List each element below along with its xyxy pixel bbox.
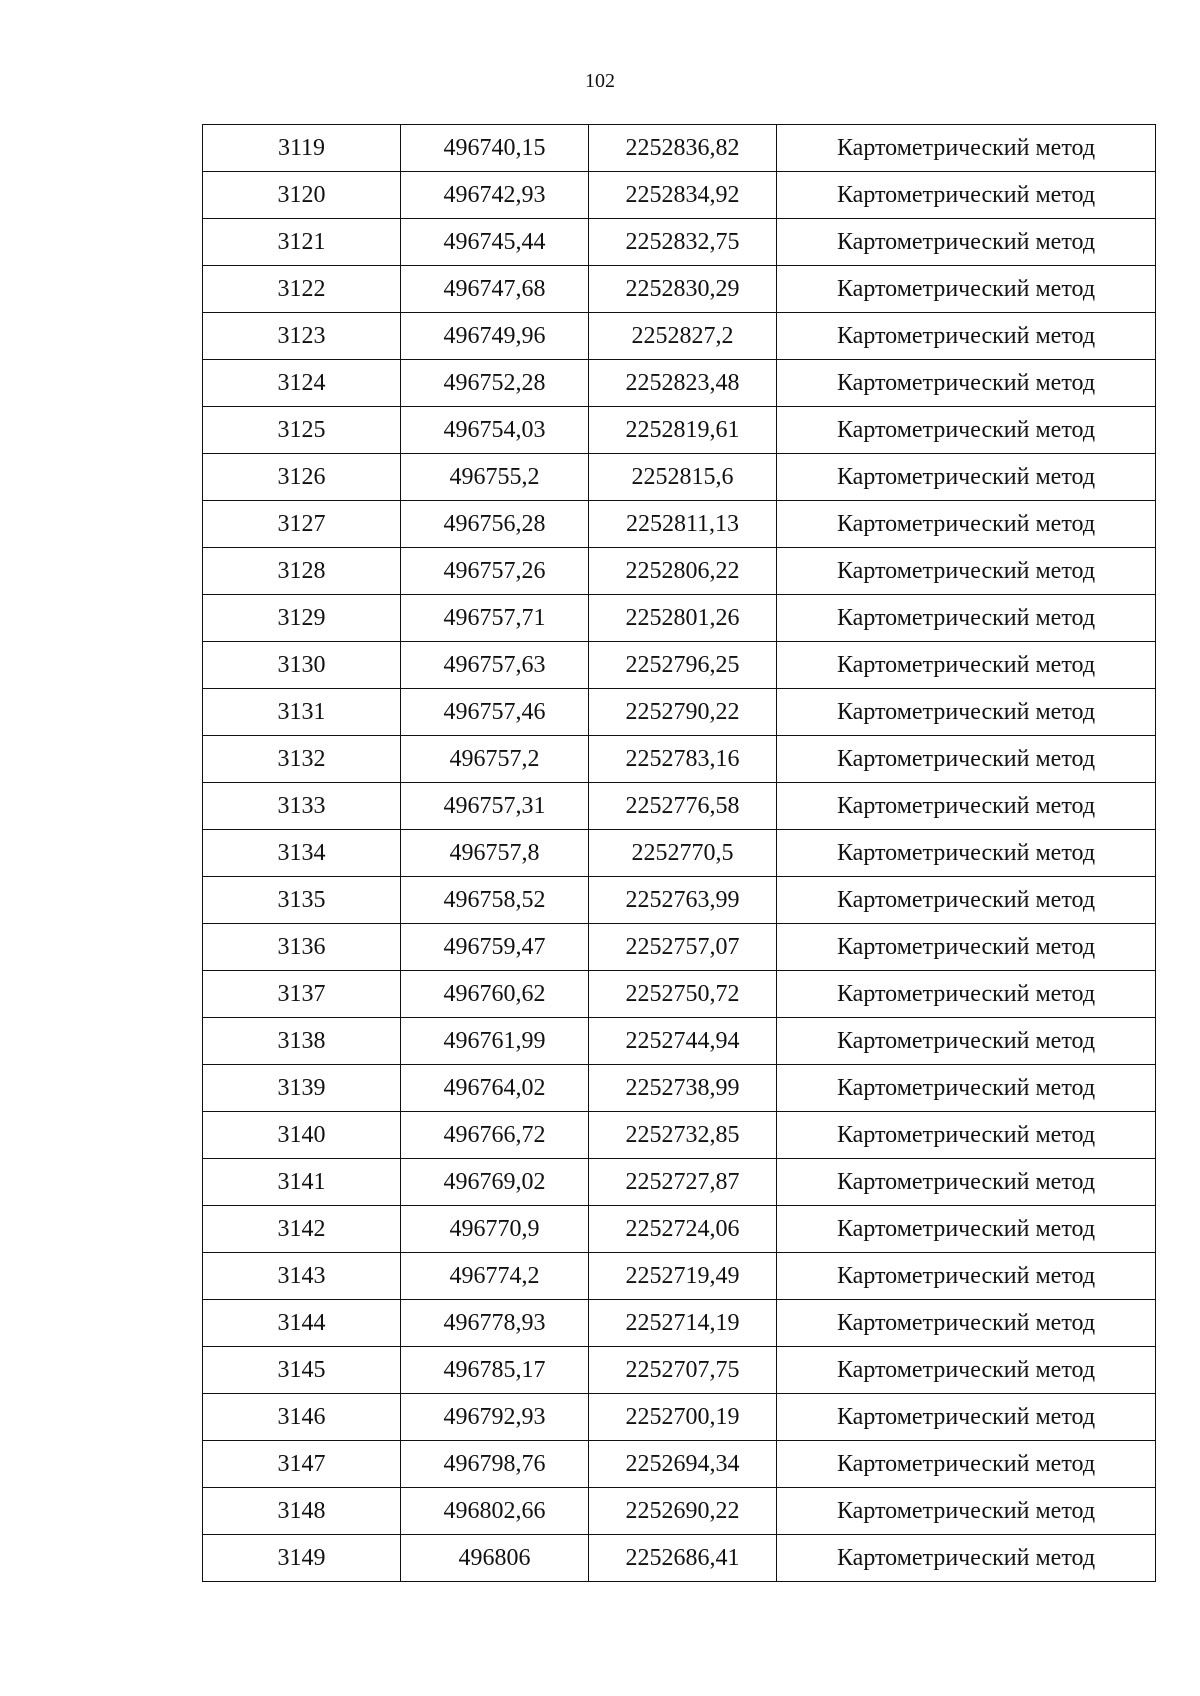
- table-row: [203, 1112, 1156, 1159]
- table-row: [203, 1018, 1156, 1065]
- x-coordinate-cell: 496759,47: [401, 924, 589, 971]
- table-row: [203, 877, 1156, 924]
- y-coordinate-cell: 2252832,75: [589, 219, 777, 266]
- point-number-cell: 3141: [203, 1159, 401, 1206]
- y-coordinate-cell: 2252796,25: [589, 642, 777, 689]
- table-row: [203, 1300, 1156, 1347]
- y-coordinate-cell: 2252836,82: [589, 125, 777, 172]
- method-cell: Картометрический метод: [777, 1347, 1156, 1394]
- x-coordinate-cell: 496747,68: [401, 266, 589, 313]
- method-cell: Картометрический метод: [777, 454, 1156, 501]
- y-coordinate-cell: 2252686,41: [589, 1535, 777, 1582]
- table-row: [203, 501, 1156, 548]
- x-coordinate-cell: 496752,28: [401, 360, 589, 407]
- x-coordinate-cell: 496766,72: [401, 1112, 589, 1159]
- point-number-cell: 3148: [203, 1488, 401, 1535]
- x-coordinate-cell: 496757,26: [401, 548, 589, 595]
- table-row: [203, 783, 1156, 830]
- coordinates-table: [202, 124, 1156, 1582]
- point-number-cell: 3140: [203, 1112, 401, 1159]
- x-coordinate-cell: 496757,71: [401, 595, 589, 642]
- point-number-cell: 3130: [203, 642, 401, 689]
- y-coordinate-cell: 2252776,58: [589, 783, 777, 830]
- coordinates-table-body: [203, 125, 1156, 1582]
- x-coordinate-cell: 496769,02: [401, 1159, 589, 1206]
- method-cell: Картометрический метод: [777, 548, 1156, 595]
- point-number-cell: 3138: [203, 1018, 401, 1065]
- y-coordinate-cell: 2252819,61: [589, 407, 777, 454]
- y-coordinate-cell: 2252811,13: [589, 501, 777, 548]
- method-cell: Картометрический метод: [777, 1394, 1156, 1441]
- point-number-cell: 3139: [203, 1065, 401, 1112]
- point-number-cell: 3144: [203, 1300, 401, 1347]
- point-number-cell: 3126: [203, 454, 401, 501]
- y-coordinate-cell: 2252694,34: [589, 1441, 777, 1488]
- x-coordinate-cell: 496745,44: [401, 219, 589, 266]
- method-cell: Картометрический метод: [777, 407, 1156, 454]
- point-number-cell: 3123: [203, 313, 401, 360]
- x-coordinate-cell: 496740,15: [401, 125, 589, 172]
- point-number-cell: 3134: [203, 830, 401, 877]
- x-coordinate-cell: 496792,93: [401, 1394, 589, 1441]
- method-cell: Картометрический метод: [777, 219, 1156, 266]
- table-row: [203, 1065, 1156, 1112]
- point-number-cell: 3132: [203, 736, 401, 783]
- x-coordinate-cell: 496774,2: [401, 1253, 589, 1300]
- y-coordinate-cell: 2252707,75: [589, 1347, 777, 1394]
- point-number-cell: 3147: [203, 1441, 401, 1488]
- y-coordinate-cell: 2252690,22: [589, 1488, 777, 1535]
- table-row: [203, 689, 1156, 736]
- x-coordinate-cell: 496798,76: [401, 1441, 589, 1488]
- point-number-cell: 3142: [203, 1206, 401, 1253]
- x-coordinate-cell: 496758,52: [401, 877, 589, 924]
- method-cell: Картометрический метод: [777, 1441, 1156, 1488]
- method-cell: Картометрический метод: [777, 266, 1156, 313]
- point-number-cell: 3125: [203, 407, 401, 454]
- table-row: [203, 1347, 1156, 1394]
- point-number-cell: 3133: [203, 783, 401, 830]
- x-coordinate-cell: 496749,96: [401, 313, 589, 360]
- y-coordinate-cell: 2252732,85: [589, 1112, 777, 1159]
- x-coordinate-cell: 496806: [401, 1535, 589, 1582]
- point-number-cell: 3129: [203, 595, 401, 642]
- table-row: [203, 595, 1156, 642]
- method-cell: Картометрический метод: [777, 1112, 1156, 1159]
- point-number-cell: 3124: [203, 360, 401, 407]
- method-cell: Картометрический метод: [777, 689, 1156, 736]
- table-row: [203, 219, 1156, 266]
- x-coordinate-cell: 496742,93: [401, 172, 589, 219]
- y-coordinate-cell: 2252757,07: [589, 924, 777, 971]
- point-number-cell: 3145: [203, 1347, 401, 1394]
- point-number-cell: 3135: [203, 877, 401, 924]
- y-coordinate-cell: 2252727,87: [589, 1159, 777, 1206]
- method-cell: Картометрический метод: [777, 313, 1156, 360]
- x-coordinate-cell: 496754,03: [401, 407, 589, 454]
- y-coordinate-cell: 2252783,16: [589, 736, 777, 783]
- method-cell: Картометрический метод: [777, 125, 1156, 172]
- table-row: [203, 642, 1156, 689]
- table-row: [203, 1535, 1156, 1582]
- method-cell: Картометрический метод: [777, 172, 1156, 219]
- table-row: [203, 313, 1156, 360]
- x-coordinate-cell: 496757,2: [401, 736, 589, 783]
- method-cell: Картометрический метод: [777, 1535, 1156, 1582]
- y-coordinate-cell: 2252738,99: [589, 1065, 777, 1112]
- y-coordinate-cell: 2252714,19: [589, 1300, 777, 1347]
- point-number-cell: 3146: [203, 1394, 401, 1441]
- x-coordinate-cell: 496757,8: [401, 830, 589, 877]
- y-coordinate-cell: 2252823,48: [589, 360, 777, 407]
- table-row: [203, 1488, 1156, 1535]
- method-cell: Картометрический метод: [777, 642, 1156, 689]
- method-cell: Картометрический метод: [777, 501, 1156, 548]
- method-cell: Картометрический метод: [777, 1488, 1156, 1535]
- method-cell: Картометрический метод: [777, 1159, 1156, 1206]
- y-coordinate-cell: 2252806,22: [589, 548, 777, 595]
- point-number-cell: 3127: [203, 501, 401, 548]
- table-row: [203, 1441, 1156, 1488]
- point-number-cell: 3128: [203, 548, 401, 595]
- table-row: [203, 454, 1156, 501]
- point-number-cell: 3149: [203, 1535, 401, 1582]
- point-number-cell: 3122: [203, 266, 401, 313]
- y-coordinate-cell: 2252830,29: [589, 266, 777, 313]
- x-coordinate-cell: 496770,9: [401, 1206, 589, 1253]
- y-coordinate-cell: 2252790,22: [589, 689, 777, 736]
- method-cell: Картометрический метод: [777, 595, 1156, 642]
- method-cell: Картометрический метод: [777, 877, 1156, 924]
- y-coordinate-cell: 2252763,99: [589, 877, 777, 924]
- page-number: 102: [585, 70, 615, 92]
- point-number-cell: 3131: [203, 689, 401, 736]
- x-coordinate-cell: 496757,46: [401, 689, 589, 736]
- table-row: [203, 360, 1156, 407]
- method-cell: Картометрический метод: [777, 924, 1156, 971]
- y-coordinate-cell: 2252801,26: [589, 595, 777, 642]
- y-coordinate-cell: 2252770,5: [589, 830, 777, 877]
- method-cell: Картометрический метод: [777, 1206, 1156, 1253]
- x-coordinate-cell: 496785,17: [401, 1347, 589, 1394]
- table-row: [203, 1206, 1156, 1253]
- point-number-cell: 3120: [203, 172, 401, 219]
- table-row: [203, 1253, 1156, 1300]
- method-cell: Картометрический метод: [777, 783, 1156, 830]
- table-row: [203, 125, 1156, 172]
- table-row: [203, 830, 1156, 877]
- y-coordinate-cell: 2252724,06: [589, 1206, 777, 1253]
- x-coordinate-cell: 496757,63: [401, 642, 589, 689]
- x-coordinate-cell: 496764,02: [401, 1065, 589, 1112]
- method-cell: Картометрический метод: [777, 1253, 1156, 1300]
- y-coordinate-cell: 2252815,6: [589, 454, 777, 501]
- x-coordinate-cell: 496802,66: [401, 1488, 589, 1535]
- point-number-cell: 3143: [203, 1253, 401, 1300]
- table-row: [203, 1394, 1156, 1441]
- table-row: [203, 924, 1156, 971]
- method-cell: Картометрический метод: [777, 736, 1156, 783]
- y-coordinate-cell: 2252744,94: [589, 1018, 777, 1065]
- table-row: [203, 266, 1156, 313]
- table-row: [203, 407, 1156, 454]
- y-coordinate-cell: 2252827,2: [589, 313, 777, 360]
- table-row: [203, 172, 1156, 219]
- table-row: [203, 548, 1156, 595]
- x-coordinate-cell: 496755,2: [401, 454, 589, 501]
- x-coordinate-cell: 496757,31: [401, 783, 589, 830]
- point-number-cell: 3136: [203, 924, 401, 971]
- method-cell: Картометрический метод: [777, 971, 1156, 1018]
- method-cell: Картометрический метод: [777, 1065, 1156, 1112]
- method-cell: Картометрический метод: [777, 1300, 1156, 1347]
- method-cell: Картометрический метод: [777, 830, 1156, 877]
- point-number-cell: 3137: [203, 971, 401, 1018]
- y-coordinate-cell: 2252834,92: [589, 172, 777, 219]
- x-coordinate-cell: 496756,28: [401, 501, 589, 548]
- table-row: [203, 736, 1156, 783]
- y-coordinate-cell: 2252750,72: [589, 971, 777, 1018]
- point-number-cell: 3121: [203, 219, 401, 266]
- x-coordinate-cell: 496761,99: [401, 1018, 589, 1065]
- point-number-cell: 3119: [203, 125, 401, 172]
- method-cell: Картометрический метод: [777, 1018, 1156, 1065]
- table-row: [203, 1159, 1156, 1206]
- y-coordinate-cell: 2252700,19: [589, 1394, 777, 1441]
- y-coordinate-cell: 2252719,49: [589, 1253, 777, 1300]
- x-coordinate-cell: 496760,62: [401, 971, 589, 1018]
- x-coordinate-cell: 496778,93: [401, 1300, 589, 1347]
- method-cell: Картометрический метод: [777, 360, 1156, 407]
- table-row: [203, 971, 1156, 1018]
